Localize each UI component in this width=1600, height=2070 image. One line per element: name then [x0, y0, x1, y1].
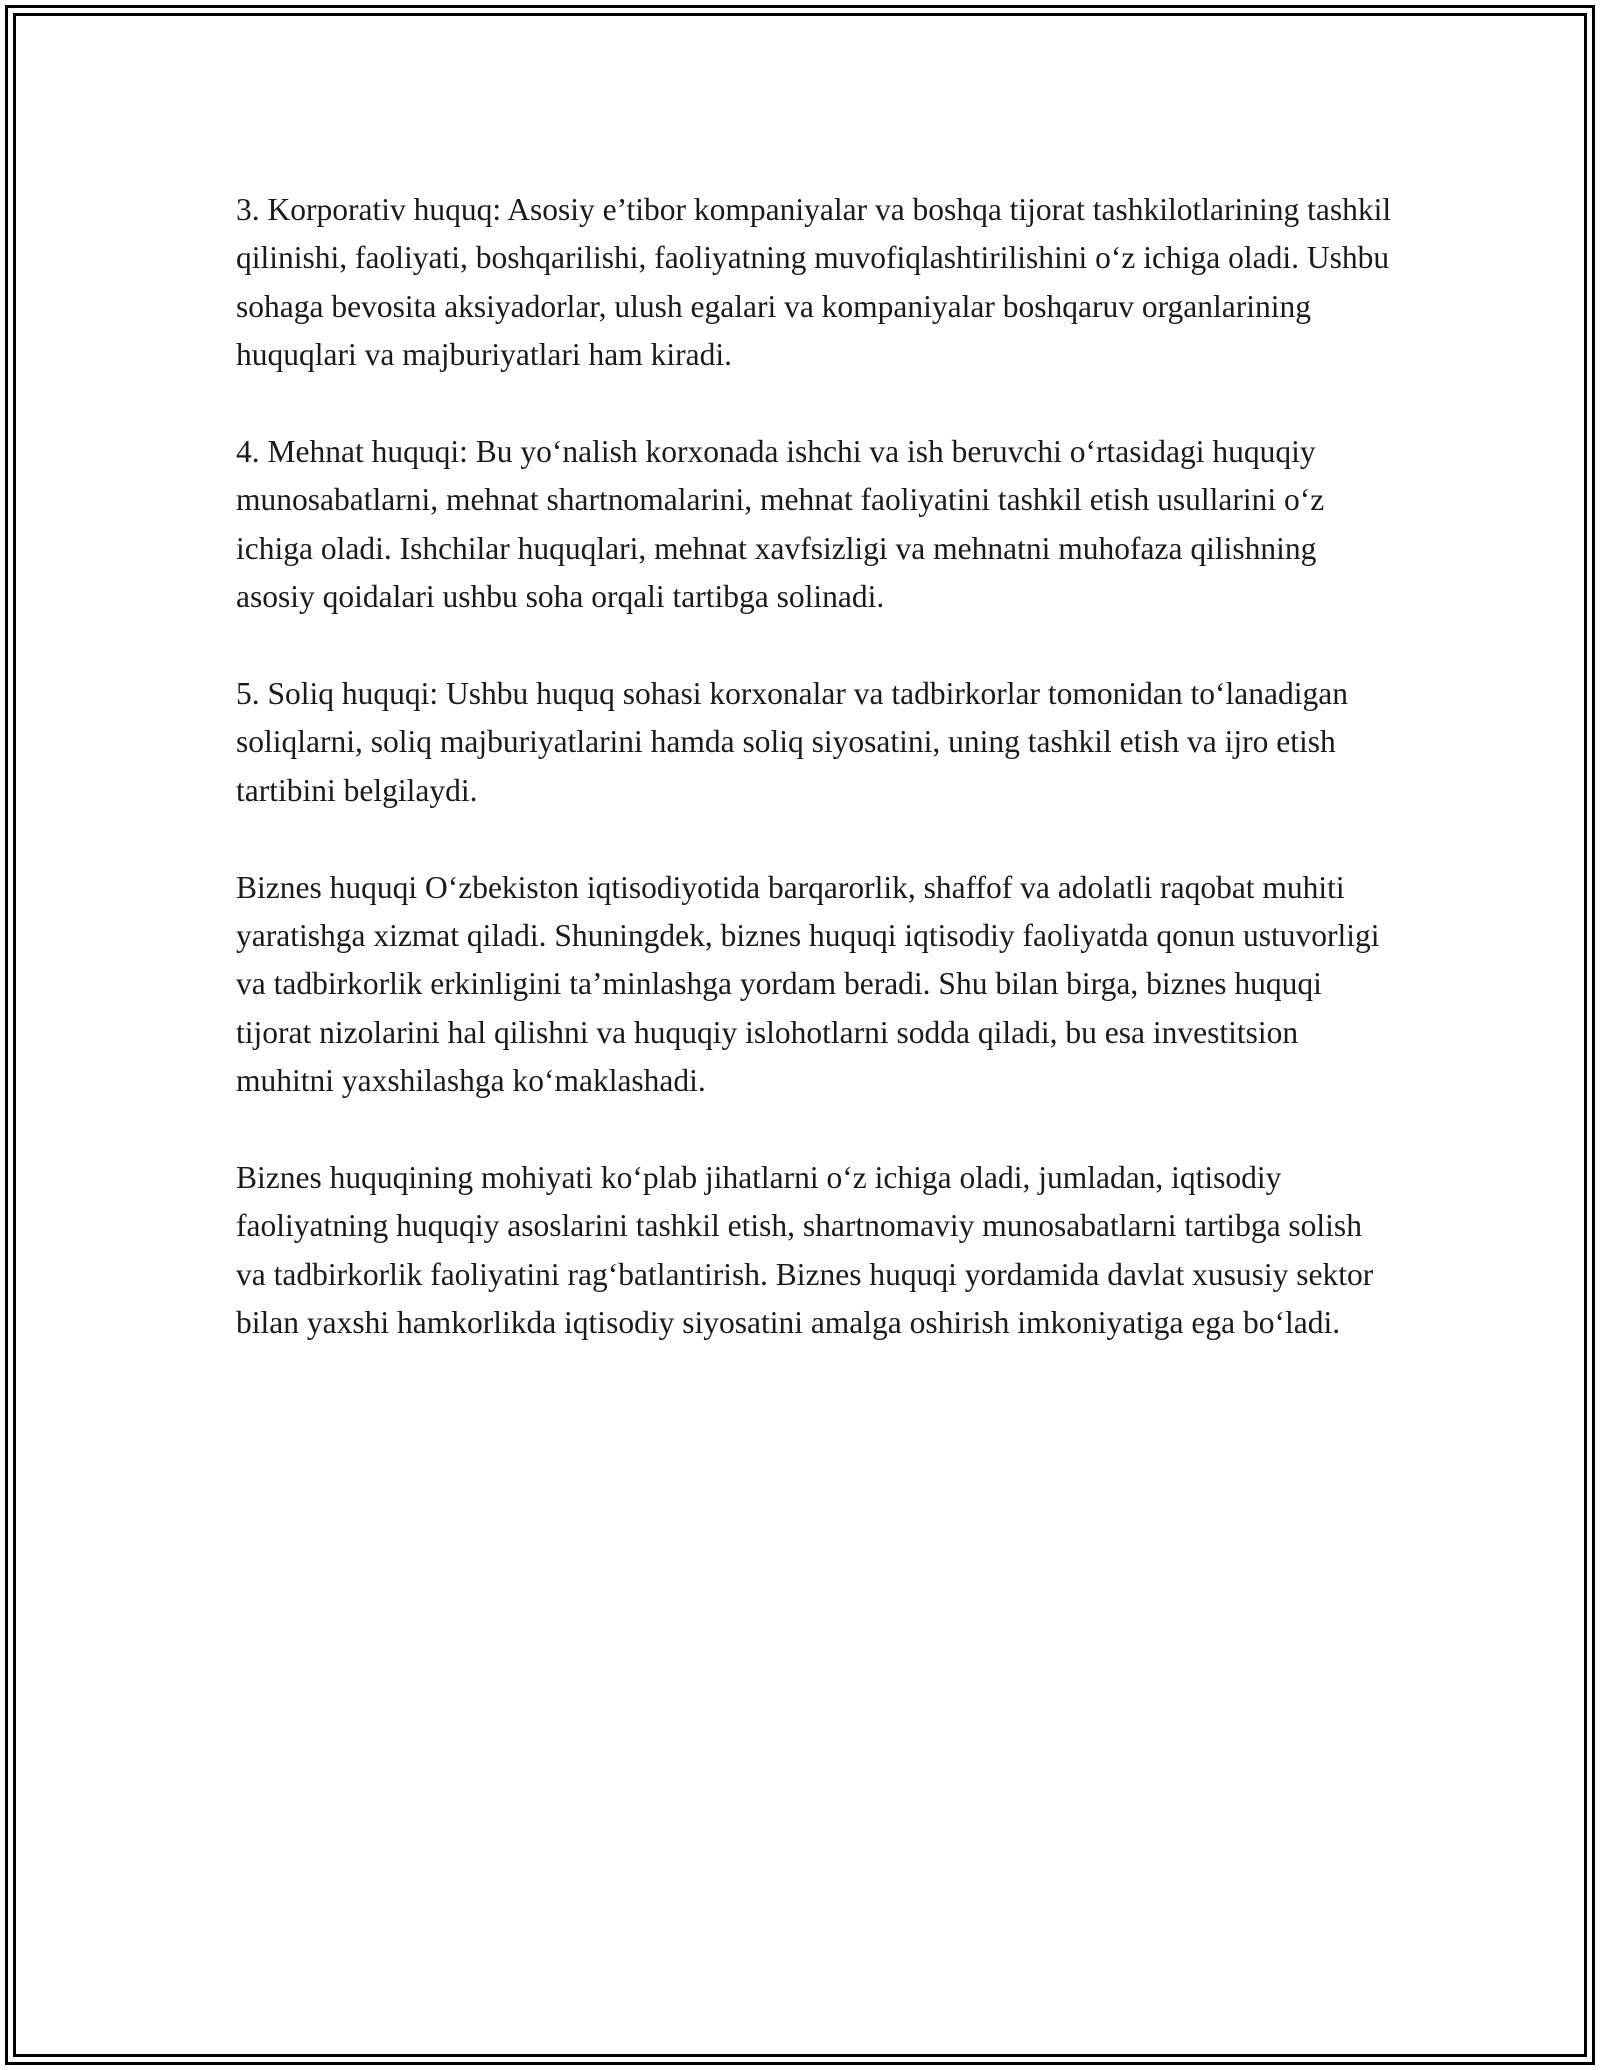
- paragraph-business-law-role: Biznes huquqi O‘zbekiston iqtisodiyotida barqarorlik, shaffof va adolatli raqobat muhiti yaratishga xizmat qiladi. Shuningdek, biznes huquqi iqtisodiy faoliyatda qonun ustuvorligi va tadbirkorlik erkinligini ta’minlashga yordam beradi. Shu bilan birga, biznes huquqi tijorat nizolarini hal qilishni va huquqiy islohotlarni sodda qiladi, bu esa investitsion muhitni yaxshilashga ko‘maklashadi.: [236, 869, 1380, 1099]
- paragraph-corporate-law: 3. Korporativ huquq: Asosiy e’tibor kompaniyalar va boshqa tijorat tashkilotlarining tashkil qilinishi, faoliyati, boshqarilishi, faoliyatning muvofiqlashtirilishini o‘z ichiga oladi. Ushbu sohaga bevosita aksiyadorlar, ulush egalari va kompaniyalar boshqaruv organlarining huquqlari va majburiyatlari ham kiradi.: [236, 192, 1392, 373]
- paragraph-tax-law: 5. Soliq huquqi: Ushbu huquq sohasi korxonalar va tadbirkorlar tomonidan to‘lanadigan soliqlarni, soliq majburiyatlarini hamda soliq siyosatini, uning tashkil etish va ijro etish tartibini belgilaydi.: [236, 676, 1348, 808]
- paragraph-business-law-essence: Biznes huquqining mohiyati ko‘plab jihatlarni o‘z ichiga oladi, jumladan, iqtisodiy faoliyatning huquqiy asoslarini tashkil etish, shartnomaviy munosabatlarni tartibga solish va tadbirkorlik faoliyatini rag‘batlantirish. Biznes huquqi yordamida davlat xususiy sektor bilan yaxshi hamkorlikda iqtisodiy siyosatini amalga oshirish imkoniyatiga ega bo‘ladi.: [236, 1160, 1374, 1341]
- document-body: [236, 186, 1396, 1396]
- paragraph-labor-law: 4. Mehnat huquqi: Bu yo‘nalish korxonada ishchi va ish beruvchi o‘rtasidagi huquqiy munosabatlarni, mehnat shartnomalarini, mehnat faoliyatini tashkil etish usullarini o‘z ichiga oladi. Ishchilar huquqlari, mehnat xavfsizligi va mehnatni muhofaza qilishning asosiy qoidalari ushbu soha orqali tartibga solinadi.: [236, 434, 1325, 615]
